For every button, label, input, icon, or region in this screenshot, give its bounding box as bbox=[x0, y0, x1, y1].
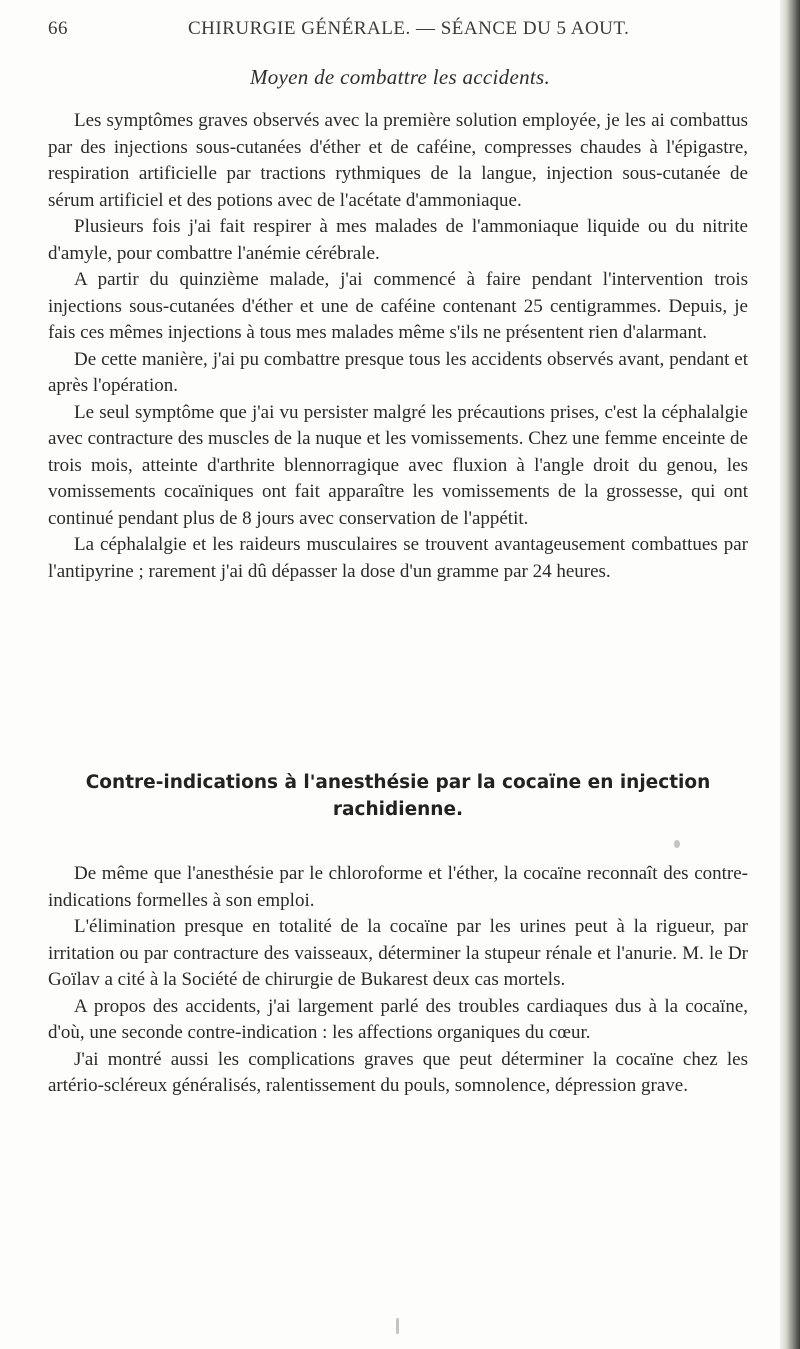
paragraph: A propos des accidents, j'ai largement parlé des troubles cardiaques dus à la cocaïne, d'où, une seconde contre-indication : les affections organiques du cœur. bbox=[48, 995, 748, 1043]
paragraph: Les symptômes graves observés avec la première solution employée, je les ai combattus par des injections sous-cutanées d'éther et de caféine, compresses chaudes à l'épigastre, respiration artificielle par tractions rythmiques de la langue, injection sous-cutanée de sérum artificiel et des potions avec de l'acétate d'ammoniaque. bbox=[48, 110, 748, 211]
text-block-accidents bbox=[48, 108, 748, 585]
paragraph: La céphalalgie et les raideurs musculaires se trouvent avantageusement combattues par l'antipyrine ; rarement j'ai dû dépasser la dose d'un gramme par 24 heures. bbox=[48, 534, 748, 582]
page-number: 66 bbox=[48, 18, 68, 39]
paragraph: A partir du quinzième malade, j'ai commencé à faire pendant l'intervention trois injections sous-cutanées d'éther et une de caféine contenant 25 centigrammes. Depuis, je fais ces mêmes injections à tous mes malades même s'ils ne présentent rien d'alarmant. bbox=[48, 269, 748, 343]
paragraph: De cette manière, j'ai pu combattre presque tous les accidents observés avant, pendant et après l'opération. bbox=[48, 348, 748, 396]
page-binding-edge bbox=[780, 0, 800, 1349]
running-header bbox=[48, 18, 748, 48]
paragraph: Plusieurs fois j'ai fait respirer à mes malades de l'ammoniaque liquide ou du nitrite d'amyle, pour combattre l'anémie cérébrale. bbox=[48, 216, 748, 264]
section-title: Moyen de combattre les accidents. bbox=[249, 65, 551, 89]
paragraph: Le seul symptôme que j'ai vu persister malgré les précautions prises, c'est la céphalalgie avec contracture des muscles de la nuque et les vomissements. Chez une femme enceinte de trois mois, atteinte d'arthrite blennorragique avec fluxion à l'angle droit du genou, les vomissements cocaïniques ont fait apparaître les vomissements de la grossesse, qui ont continué pendant plus de 8 jours avec conservation de l'appétit. bbox=[48, 401, 748, 529]
text-block-contre-indications bbox=[48, 861, 748, 1100]
ink-speck bbox=[674, 840, 680, 848]
paragraph: De même que l'anesthésie par le chloroforme et l'éther, la cocaïne reconnaît des contre-indications formelles à son emploi. bbox=[48, 863, 748, 911]
section-heading-contre-indications: Contre-indications à l'anesthésie par la cocaïne en injection rachidienne. bbox=[85, 772, 711, 820]
running-title: CHIRURGIE GÉNÉRALE. — SÉANCE DU 5 AOUT. bbox=[188, 18, 630, 39]
ink-mark bbox=[396, 1318, 399, 1334]
paragraph: J'ai montré aussi les complications graves que peut déterminer la cocaïne chez les artério-scléreux généralisés, ralentissement du pouls, somnolence, dépression grave. bbox=[48, 1048, 748, 1096]
paragraph: L'élimination presque en totalité de la cocaïne par les urines peut à la rigueur, par irritation ou par contracture des vaisseaux, déterminer la stupeur rénale et l'anurie. M. le Dr Goïlav a cité à la Société de chirurgie de Bukarest deux cas mortels. bbox=[48, 916, 748, 990]
